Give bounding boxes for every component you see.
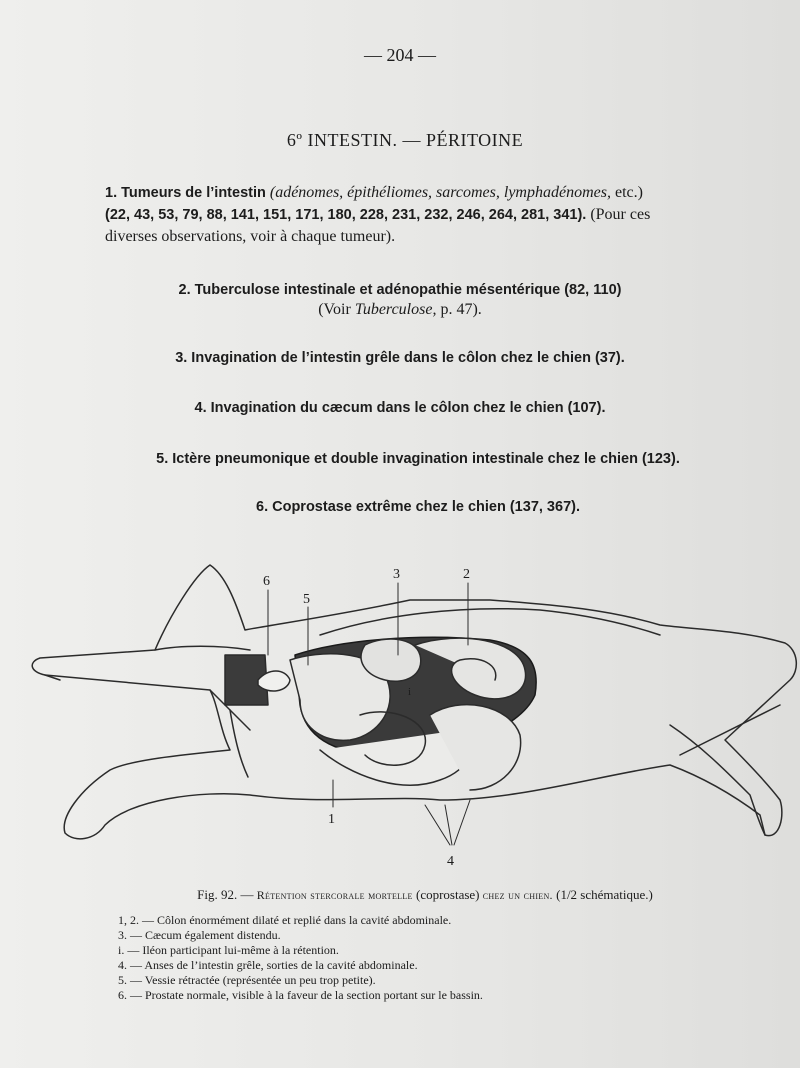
entry-1-number: 1. [105,185,118,201]
figure-label-6: 6 [263,574,270,589]
entry-2-see-prefix: (Voir [318,301,351,318]
figure-label-5: 5 [303,592,310,607]
entry-1-tail-2: diverses observations, voir à chaque tumeur). [105,228,396,245]
caption-suffix: (1/2 schématique.) [556,887,653,902]
legend-item: 5. — Vessie rétractée (représentée un peu trop petite). [118,973,376,987]
legend-item: i. — Iléon participant lui-même à la rétention. [118,943,339,957]
legend-item: 4. — Anses de l’intestin grêle, sorties de la cavité abdominale. [118,958,418,972]
entry-1-refs: (22, 43, 53, 79, 88, 141, 151, 171, 180, 228, 231, 232, 246, 264, 281, 341). [105,207,587,223]
entry-5: 5. Ictère pneumonique et double invagination intestinale chez le chien (123). [156,451,680,467]
figure-caption [0,887,800,903]
legend-item: 1, 2. — Côlon énormément dilaté et replié dans la cavité abdominale. [118,913,452,927]
figure-label-i: i [408,686,412,698]
figure-label-3: 3 [393,567,400,582]
caption-prefix: Fig. 92. — [197,887,254,902]
entry-2-title [0,279,800,301]
entry-1-list: (adénomes, épithéliomes, sarcomes, lymphadénomes, [269,184,611,201]
anatomical-figure [20,555,800,885]
figure-legend [118,913,483,1003]
figure-label-2: 2 [463,567,470,582]
figure-label-1: 1 [328,812,335,827]
entry-4: 4. Invagination du cæcum dans le côlon chez le chien (107). [194,400,606,416]
entry-2-bold: 2. Tuberculose intestinale et adénopathie mésentérique (82, 110) [178,282,622,298]
caption-chien: chez un chien. [482,888,553,902]
entry-2-see [0,299,800,320]
entry-1-etc: etc.) [614,184,643,201]
entry-2-see-italic: Tuberculose, [354,301,437,318]
caption-mid: (coprostase) [415,887,480,902]
caption-title: Rétention stercorale mortelle [256,888,413,902]
legend-item: 3. — Cæcum également distendu. [118,928,281,942]
entry-3: 3. Invagination de l’intestin grêle dans le côlon chez le chien (37). [175,350,625,366]
section-title: 6º INTESTIN. — PÉRITOINE [286,130,524,150]
figure-label-4: 4 [447,854,454,869]
dog-front-leg [670,705,780,835]
legend-item: 6. — Prostate normale, visible à la faveur de la section portant sur le bassin. [118,988,483,1002]
entry-6: 6. Coprostase extrême chez le chien (137, 367). [256,499,580,515]
entry-1-title: Tumeurs de l’intestin [121,185,266,201]
page-number: — 204 — [364,45,436,65]
entry-2-see-suffix: p. 47). [440,301,482,318]
entry-1 [105,182,785,247]
entry-1-tail: (Pour ces [590,206,651,223]
